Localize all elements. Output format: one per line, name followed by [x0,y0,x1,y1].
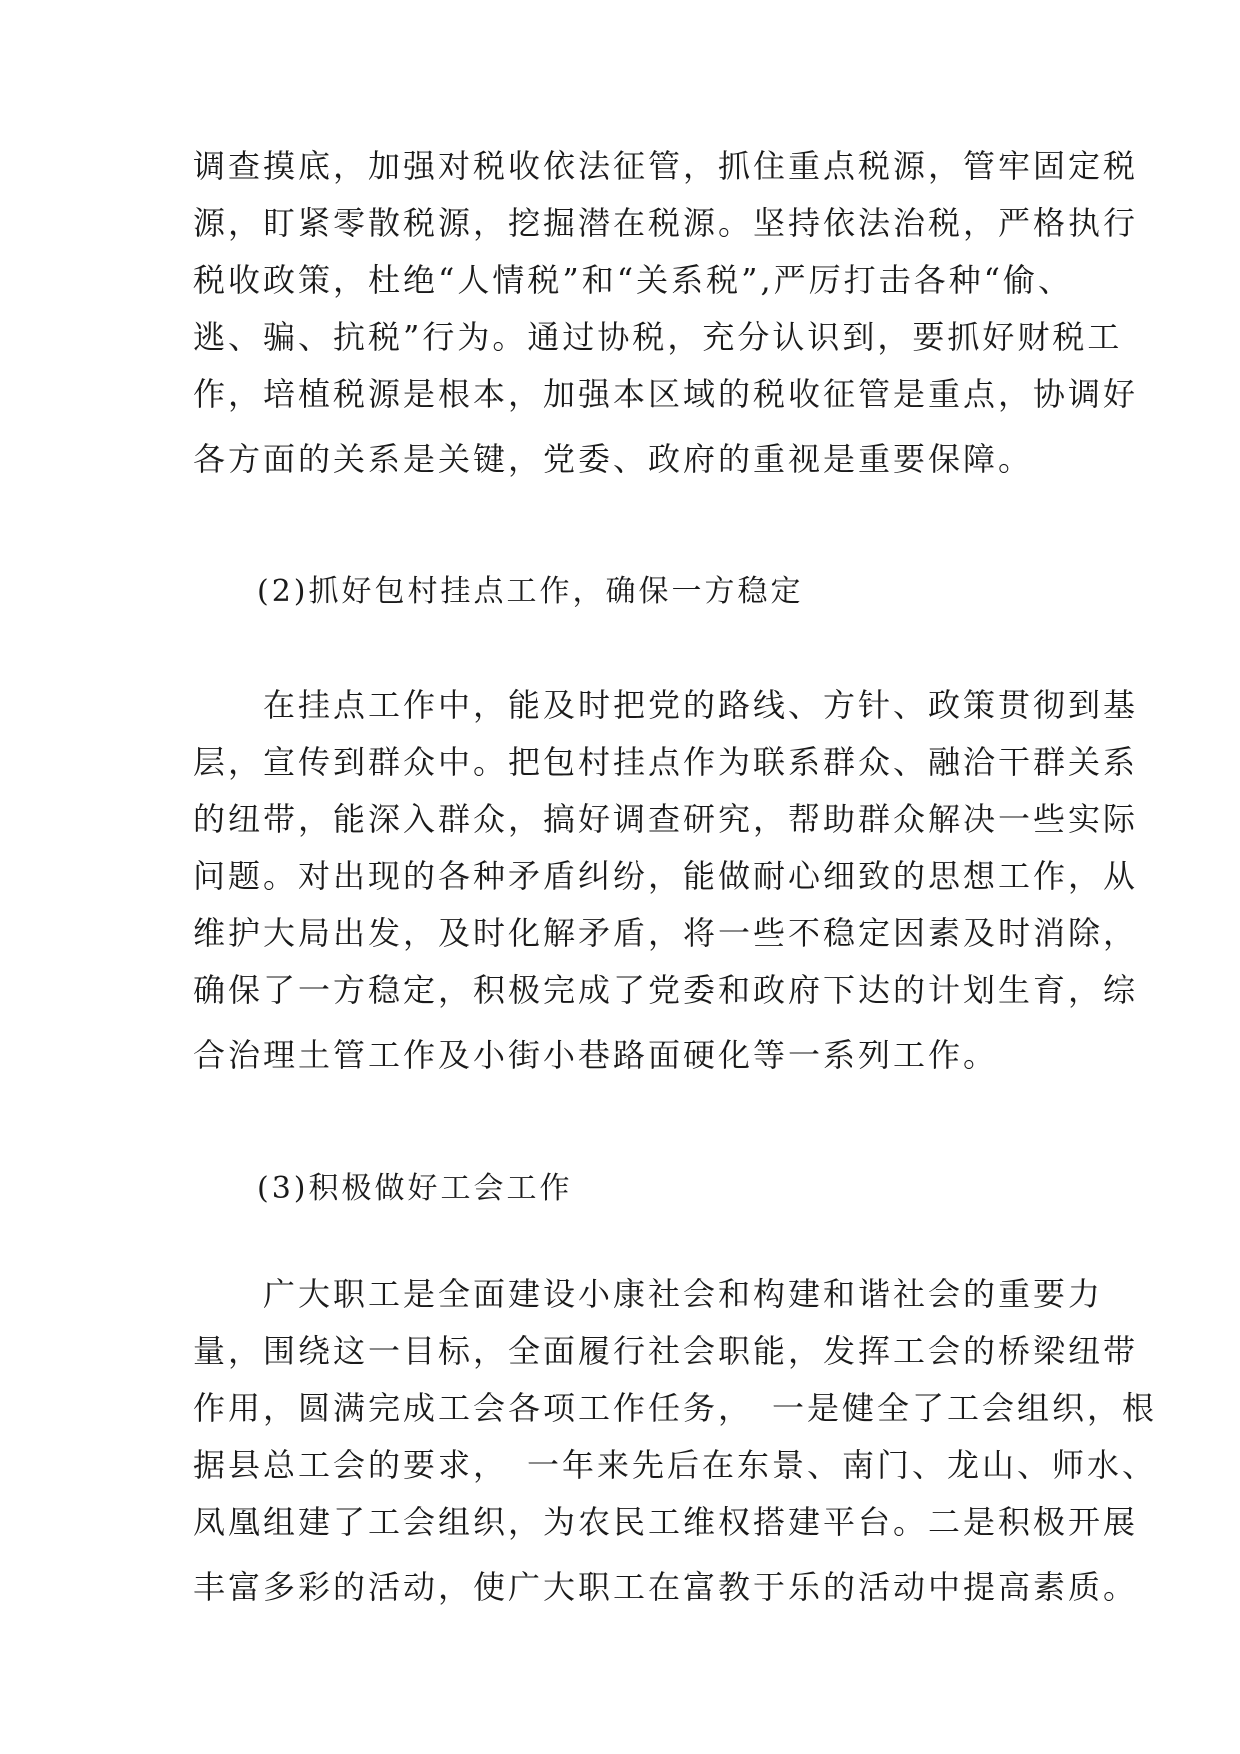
text-line: 凤凰组建了工会组织，为农民工维权搭建平台。二是积极开展 [193,1503,1139,1541]
text-line: 合治理土管工作及小街小巷路面硬化等一系列工作。 [193,1036,999,1074]
text-line: 确保了一方稳定，积极完成了党委和政府下达的计划生育，综 [193,971,1139,1009]
text-line: 税收政策，杜绝“人情税”和“关系税”,严厉打击各种“偷、 [193,261,1073,299]
paragraph-village-work [193,677,1139,1084]
text-line: 问题。对出现的各种矛盾纠纷，能做耐心细致的思想工作，从 [193,857,1139,895]
text-line: 作用，圆满完成工会各项工作任务， 一是健全了工会组织，根 [193,1389,1158,1427]
text-line: 丰富多彩的活动，使广大职工在富教于乐的活动中提高素质。 [193,1568,1139,1606]
section-heading-2: (2)抓好包村挂点工作，确保一方稳定 [257,574,804,609]
text-line: 维护大局出发，及时化解矛盾，将一些不稳定因素及时消除， [193,914,1139,952]
text-line: 的纽带，能深入群众，搞好调查研究，帮助群众解决一些实际 [193,800,1139,838]
text-line: 量，围绕这一目标，全面履行社会职能，发挥工会的桥梁纽带 [193,1332,1139,1370]
text-line: 逃、骗、抗税”行为。通过协税，充分认识到，要抓好财税工 [193,318,1123,356]
text-line: 层，宣传到群众中。把包村挂点作为联系群众、融洽干群关系 [193,743,1139,781]
text-line: 各方面的关系是关键，党委、政府的重视是重要保障。 [193,440,1034,478]
text-line: 源，盯紧零散税源，挖掘潜在税源。坚持依法治税，严格执行 [193,204,1139,242]
paragraph-trade-union [193,1266,1158,1616]
paragraph-tax-collection [193,138,1139,488]
text-line: 作，培植税源是根本，加强本区域的税收征管是重点，协调好 [193,375,1139,413]
text-line: 调查摸底，加强对税收依法征管，抓住重点税源，管牢固定税 [193,147,1139,185]
section-heading-3: (3)积极做好工会工作 [257,1171,573,1206]
text-line: 广大职工是全面建设小康社会和构建和谐社会的重要力 [193,1275,1104,1313]
text-line: 据县总工会的要求， 一年来先后在东景、南门、龙山、师水、 [193,1446,1158,1484]
text-line: 在挂点工作中，能及时把党的路线、方针、政策贯彻到基 [193,686,1139,724]
